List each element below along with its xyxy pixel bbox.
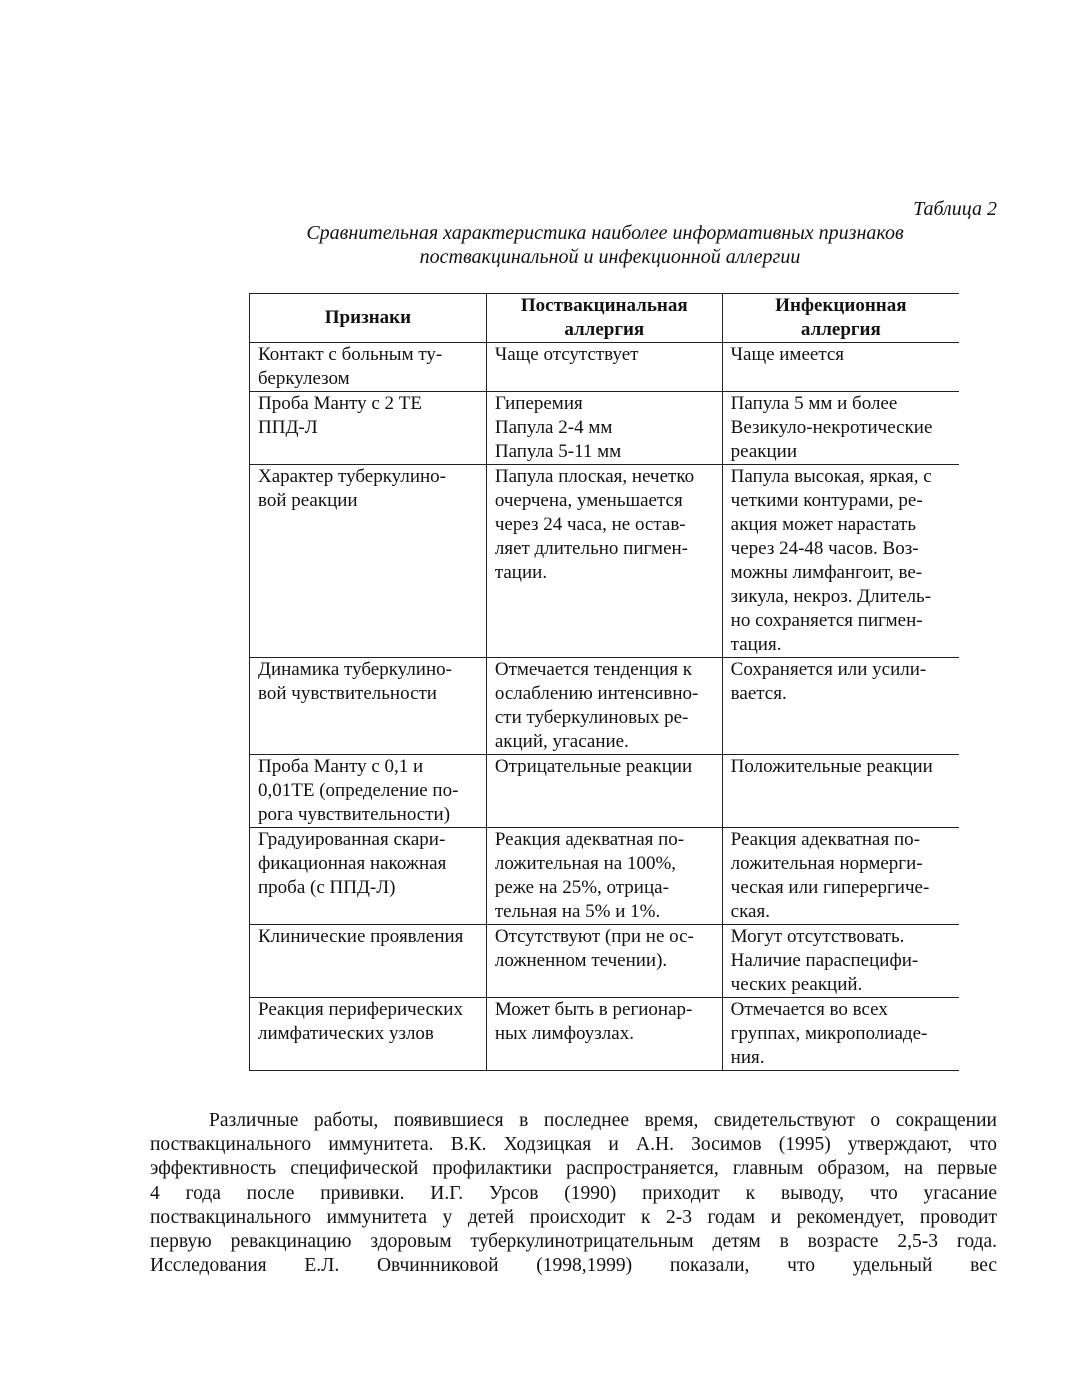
cell-line: можны лимфангоит, ве- (730, 562, 923, 583)
cell-line: лимфатических узлов (258, 1023, 434, 1044)
table-row (250, 465, 960, 658)
cell-line: ложненном течении). (494, 950, 668, 971)
cell-line: Наличие параспецифи- (730, 950, 919, 971)
cell-line: ослаблению интенсивно- (494, 683, 699, 704)
cell-line: тации. (494, 562, 548, 583)
cell-line: Отмечается тенденция к (494, 659, 692, 680)
table-row (250, 658, 960, 755)
cell-line: ППД-Л (258, 417, 318, 438)
cell-line: Везикуло-некротические (730, 417, 933, 438)
cell-line: Реакция периферических (258, 999, 463, 1020)
cell-postvaccinal (486, 828, 722, 925)
cell-line: реже на 25%, отрица- (494, 877, 669, 898)
cell-line: Положительные реакции (730, 756, 933, 777)
cell-line: Характер туберкулино- (258, 466, 446, 487)
paragraph-line: Различные работы, появившиеся в последнее время, свидетельствуют о сокращении (209, 1110, 997, 1131)
cell-line: Реакция адекватная по- (494, 829, 685, 850)
table-row (250, 755, 960, 828)
cell-line: четкими контурами, ре- (730, 490, 923, 511)
cell-sign (250, 828, 487, 925)
paragraph-line: поствакцинального иммунитета у детей происходит к 2-3 годам и рекомендует, проводит (150, 1206, 997, 1228)
cell-line: акция может нарастать (730, 514, 916, 535)
cell-postvaccinal (486, 925, 722, 998)
cell-line: ческих реакций. (730, 974, 863, 995)
cell-line: зикула, некроз. Длитель- (730, 586, 932, 607)
cell-sign (250, 465, 487, 658)
cell-line: Папула 5 мм и более (730, 393, 898, 414)
cell-line: Папула высокая, яркая, с (730, 466, 932, 487)
header-line: Признаки (324, 307, 412, 328)
cell-line: ных лимфоузлах. (494, 1023, 634, 1044)
cell-infectious (722, 828, 959, 925)
cell-line: через 24-48 часов. Воз- (730, 538, 919, 559)
column-header-infectious (722, 294, 959, 343)
cell-line: реакции (730, 441, 798, 462)
cell-line: Контакт с больным ту- (258, 344, 443, 365)
column-header-signs (250, 294, 487, 343)
cell-line: Градуированная скари- (258, 829, 446, 850)
cell-line: ложительная нормерги- (730, 853, 923, 874)
cell-line: вой реакции (258, 490, 358, 511)
cell-postvaccinal (486, 658, 722, 755)
cell-line: тация. (730, 634, 782, 655)
cell-line: группах, микрополиаде- (730, 1023, 928, 1044)
cell-infectious (722, 392, 959, 465)
cell-infectious (722, 998, 959, 1071)
cell-postvaccinal (486, 755, 722, 828)
header-line: Поствакцинальная (520, 295, 688, 316)
cell-postvaccinal (486, 998, 722, 1071)
cell-line: Проба Манту с 2 ТЕ (258, 393, 423, 414)
cell-line: очерчена, уменьшается (494, 490, 683, 511)
table-row (250, 343, 960, 392)
cell-infectious (722, 925, 959, 998)
cell-postvaccinal (486, 465, 722, 658)
table-header-row (250, 294, 960, 343)
table-label: Таблица 2 (913, 198, 997, 220)
cell-line: Отмечается во всех (730, 999, 888, 1020)
paragraph-line: поствакцинального иммунитета. В.К. Ходзицкая и А.Н. Зосимов (1995) утверждают, что (150, 1134, 997, 1156)
cell-line: ляет длительно пигмен- (494, 538, 688, 559)
cell-line: Чаще отсутствует (494, 344, 639, 365)
cell-sign (250, 343, 487, 392)
body-paragraph (150, 1109, 997, 1278)
cell-line: Может быть в регионар- (494, 999, 693, 1020)
cell-line: Проба Манту с 0,1 и (258, 756, 424, 777)
cell-sign (250, 392, 487, 465)
cell-line: рога чувствительности) (258, 804, 451, 825)
cell-line: тельная на 5% и 1%. (494, 901, 661, 922)
cell-infectious (722, 343, 959, 392)
cell-sign (250, 755, 487, 828)
cell-sign (250, 658, 487, 755)
comparison-table (249, 293, 959, 1071)
table-row (250, 925, 960, 998)
column-header-postvaccinal (486, 294, 722, 343)
table-title-line: поствакцинальной и инфекционной аллергии (419, 246, 801, 268)
table-row (250, 998, 960, 1071)
cell-line: через 24 часа, не остав- (494, 514, 686, 535)
cell-infectious (722, 658, 959, 755)
header-line: аллергия (800, 319, 881, 340)
paragraph-line: первую ревакцинацию здоровым туберкулинотрицательным детям в возрасте 2,5-3 года. (150, 1231, 997, 1253)
cell-line: вой чувствительности (258, 683, 437, 704)
paragraph-line: Исследования Е.Л. Овчинниковой (1998,1999) показали, что удельный вес (150, 1255, 997, 1277)
cell-infectious (722, 465, 959, 658)
cell-line: ская. (730, 901, 770, 922)
table-row (250, 392, 960, 465)
cell-line: проба (с ППД-Л) (258, 877, 396, 898)
header-line: аллергия (564, 319, 645, 340)
cell-line: 0,01ТЕ (определение по- (258, 780, 459, 801)
cell-line: Гиперемия (494, 393, 583, 414)
cell-line: Папула 2-4 мм (494, 417, 613, 438)
cell-line: Чаще имеется (730, 344, 845, 365)
cell-line: фикационная накожная (258, 853, 447, 874)
header-line: Инфекционная (775, 295, 907, 316)
cell-line: ческая или гиперергиче- (730, 877, 930, 898)
cell-line: Сохраняется или усили- (730, 659, 927, 680)
cell-line: Клинические проявления (258, 926, 464, 947)
cell-sign (250, 998, 487, 1071)
cell-line: беркулезом (258, 368, 350, 389)
table-body (250, 343, 960, 1071)
paragraph-line: эффективность специфической профилактики распространяется, главным образом, на первые (150, 1158, 997, 1180)
table-title-line: Сравнительная характеристика наиболее информативных признаков (306, 222, 904, 244)
cell-line: сти туберкулиновых ре- (494, 707, 689, 728)
cell-line: вается. (730, 683, 787, 704)
paragraph-line: 4 года после прививки. И.Г. Урсов (1990) приходит к выводу, что угасание (150, 1182, 997, 1204)
cell-line: ния. (730, 1047, 765, 1068)
cell-sign (250, 925, 487, 998)
table-row (250, 828, 960, 925)
cell-line: Могут отсутствовать. (730, 926, 905, 947)
cell-line: но сохраняется пигмен- (730, 610, 923, 631)
cell-postvaccinal (486, 343, 722, 392)
cell-infectious (722, 755, 959, 828)
cell-postvaccinal (486, 392, 722, 465)
cell-line: Динамика туберкулино- (258, 659, 452, 680)
cell-line: Отрицательные реакции (494, 756, 693, 777)
cell-line: Отсутствуют (при не ос- (494, 926, 694, 947)
cell-line: Папула 5-11 мм (494, 441, 622, 462)
table-title (150, 221, 1060, 269)
cell-line: Реакция адекватная по- (730, 829, 920, 850)
cell-line: акций, угасание. (494, 731, 629, 752)
cell-line: Папула плоская, нечетко (494, 466, 695, 487)
cell-line: ложительная на 100%, (494, 853, 677, 874)
